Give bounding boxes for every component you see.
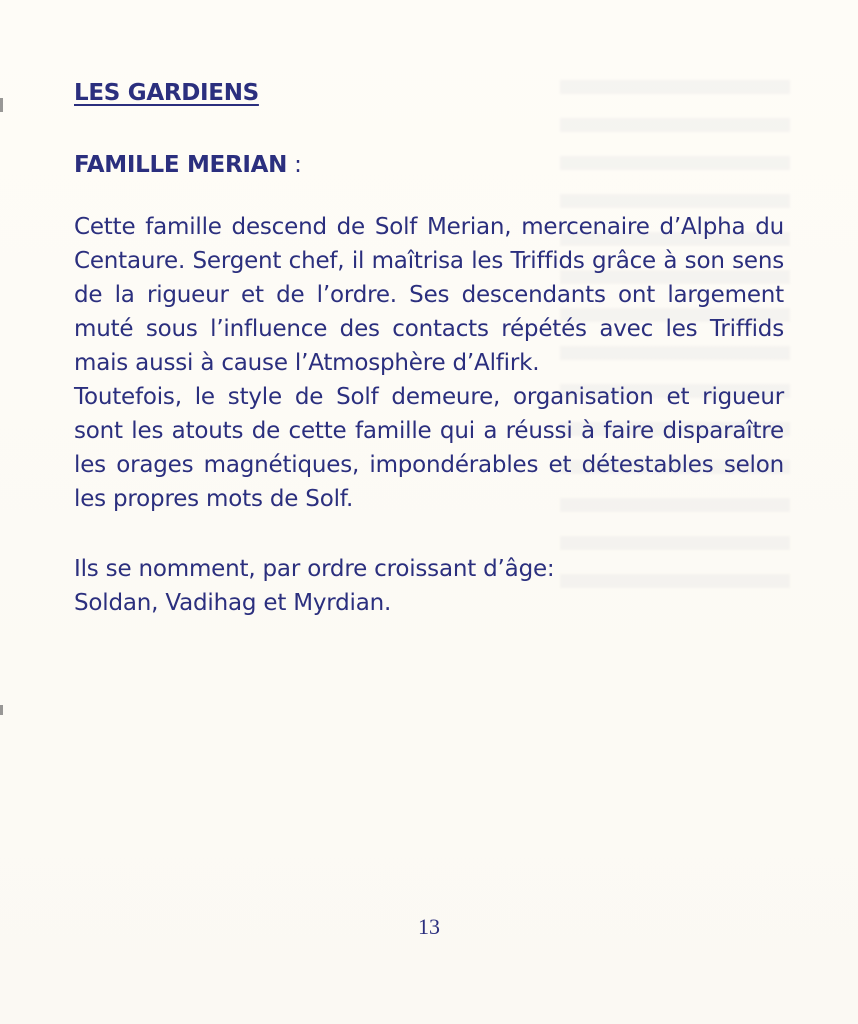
family-heading [74,150,784,180]
members-list: Soldan, Vadihag et Myrdian. [74,590,392,616]
members-section [74,552,784,620]
description-paragraph: Cette famille descend de Solf Merian, mercenaire d’Alpha du Centaure. Sergent chef, il maîtrisa les Triffids grâce à son sens de la rigueur et de l’ordre. Ses descendants ont largement muté sous l’influence des contacts répétés avec les Triffids mais aussi à cause l’Atmosphère d’Alfirk. [74,214,784,376]
members-intro: Ils se nomment, par ordre croissant d’âge: [74,556,555,582]
edge-mark [0,98,3,112]
page-content [74,78,784,620]
family-name: FAMILLE MERIAN [74,152,288,178]
section-title: LES GARDIENS [74,80,259,106]
family-colon: : [287,152,302,178]
family-description [74,210,784,516]
description-paragraph: Toutefois, le style de Solf demeure, organisation et rigueur sont les atouts de cette famille qui a réussi à faire disparaître les orages magnétiques, impondérables et détestables selon les propres mots de Solf. [74,384,784,512]
edge-mark [0,705,3,715]
page-number: 13 [418,914,440,939]
